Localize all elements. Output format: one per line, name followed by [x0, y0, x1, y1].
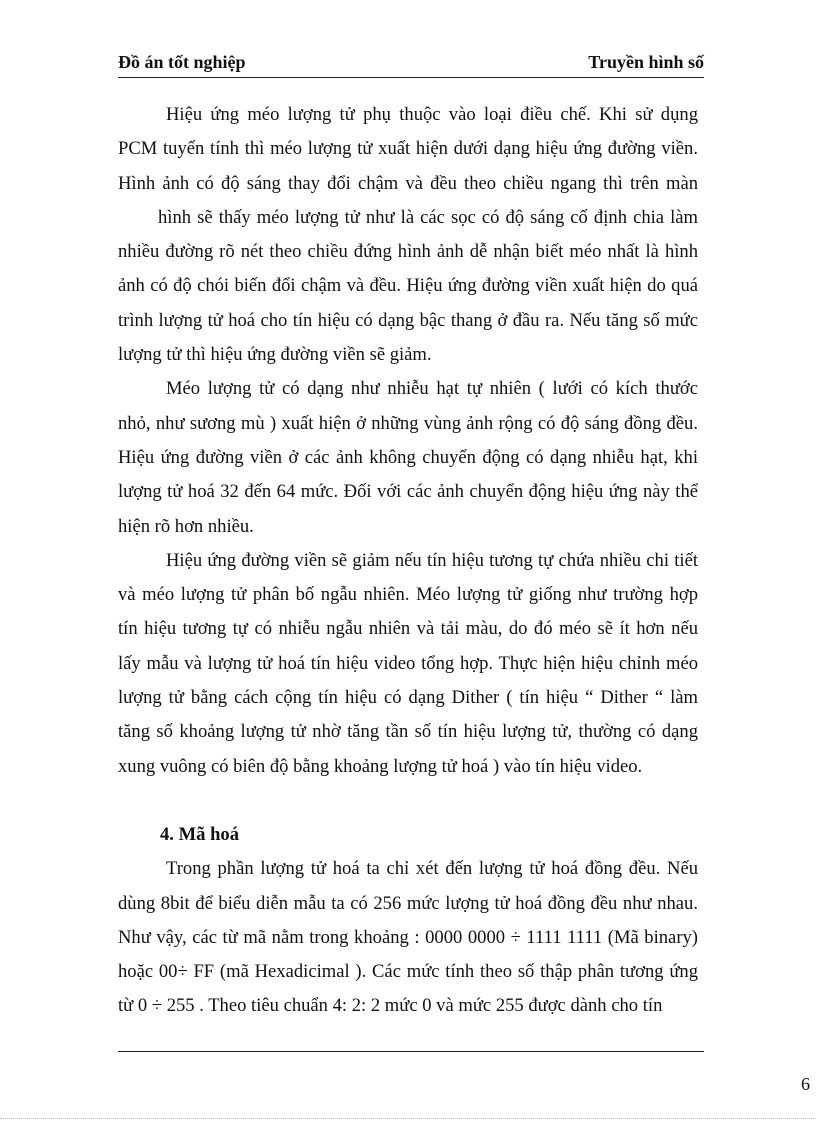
- text-line: xung vuông có biên độ bằng khoảng lượng tử hoá ) vào tín hiệu video.: [118, 755, 643, 777]
- header-divider: [118, 77, 704, 78]
- text-line: lấy mẫu và lượng tử hoá tín hiệu video tổng hợp. Thực hiện hiệu chỉnh méo: [118, 652, 698, 674]
- paragraph-3: [118, 544, 698, 784]
- text-line: Trong phần lượng tử hoá ta chỉ xét đến lượng tử hoá đồng đều. Nếu: [166, 858, 698, 880]
- text-line: lượng tử bằng cách cộng tín hiệu có dạng Dither ( tín hiệu “ Dither “ làm: [118, 687, 698, 709]
- text-line: từ 0 ÷ 255 . Theo tiêu chuẩn 4: 2: 2 mức 0 và mức 255 được dành cho tín: [118, 995, 663, 1017]
- paragraph-2: [118, 372, 698, 543]
- section-title: Truyền hình số: [588, 52, 704, 72]
- text-line: và méo lượng tử phân bố ngẫu nhiên. Méo lượng tử giống như trường hợp: [118, 584, 698, 606]
- spacer: [118, 784, 698, 818]
- text-line: tăng số khoảng lượng tử nhờ tăng tần số tín hiệu lượng tử, thường có dạng: [118, 721, 698, 743]
- text-line: Hiệu ứng đường viền ở các ảnh không chuyển động có dạng nhiễu hạt, khi: [118, 446, 698, 468]
- text-line: hiện rõ hơn nhiều.: [118, 515, 254, 537]
- text-line: PCM tuyến tính thì méo lượng tử xuất hiện dưới dạng hiệu ứng đường viền.: [118, 138, 698, 160]
- text-line: lượng tử thì hiệu ứng đường viền sẽ giảm.: [118, 344, 432, 366]
- section-heading: 4. Mã hoá: [160, 823, 240, 845]
- text-line: lượng tử hoá 32 đến 64 mức. Đối với các ảnh chuyển động hiệu ứng này thể: [118, 481, 698, 503]
- footer-divider: [118, 1051, 704, 1052]
- text-line: hoặc 00÷ FF (mã Hexadicimal ). Các mức tính theo số thập phân tương ứng: [118, 961, 698, 983]
- text-line: Hiệu ứng đường viền sẽ giảm nếu tín hiệu tương tự chứa nhiều chi tiết: [166, 549, 698, 571]
- page-body: [118, 98, 698, 1024]
- document-title: Đồ án tốt nghiệp: [118, 52, 246, 72]
- text-line: dùng 8bit để biểu diễn mẫu ta có 256 mức lượng tử hoá đồng đều như nhau.: [118, 892, 698, 914]
- page-header: [118, 52, 704, 78]
- text-line: Như vậy, các từ mã nằm trong khoảng : 0000 0000 ÷ 1111 1111 (Mã binary): [118, 926, 698, 948]
- text-line: tín hiệu tương tự có nhiễu ngẫu nhiên và tải màu, do đó méo sẽ ít hơn nếu: [118, 618, 698, 640]
- paragraph-1: [118, 98, 698, 372]
- page-number: 6: [801, 1074, 810, 1094]
- text-line: ảnh có độ chói biến đổi chậm và đều. Hiệu ứng đường viền xuất hiện do quá: [118, 275, 698, 297]
- paragraph-4: [118, 852, 698, 1023]
- text-line: trình lượng tử hoá cho tín hiệu có dạng bậc thang ở đầu ra. Nếu tăng số mức: [118, 309, 698, 331]
- text-line: nhiều đường rõ nét theo chiều đứng hình ảnh dễ nhận biết méo nhất là hình: [118, 241, 698, 263]
- page-bottom-edge: [0, 1118, 816, 1119]
- text-line: hình sẽ thấy méo lượng tử như là các sọc có độ sáng cố định chia làm: [158, 206, 698, 228]
- text-line: Hình ảnh có độ sáng thay đổi chậm và đều theo chiều ngang thì trên màn: [118, 172, 698, 194]
- text-line: Méo lượng tử có dạng như nhiễu hạt tự nhiên ( lưới có kích thước: [166, 378, 698, 400]
- text-line: nhỏ, như sương mù ) xuất hiện ở những vùng ảnh rộng có độ sáng đồng đều.: [118, 412, 698, 434]
- text-line: Hiệu ứng méo lượng tử phụ thuộc vào loại điều chế. Khi sử dụng: [166, 104, 698, 125]
